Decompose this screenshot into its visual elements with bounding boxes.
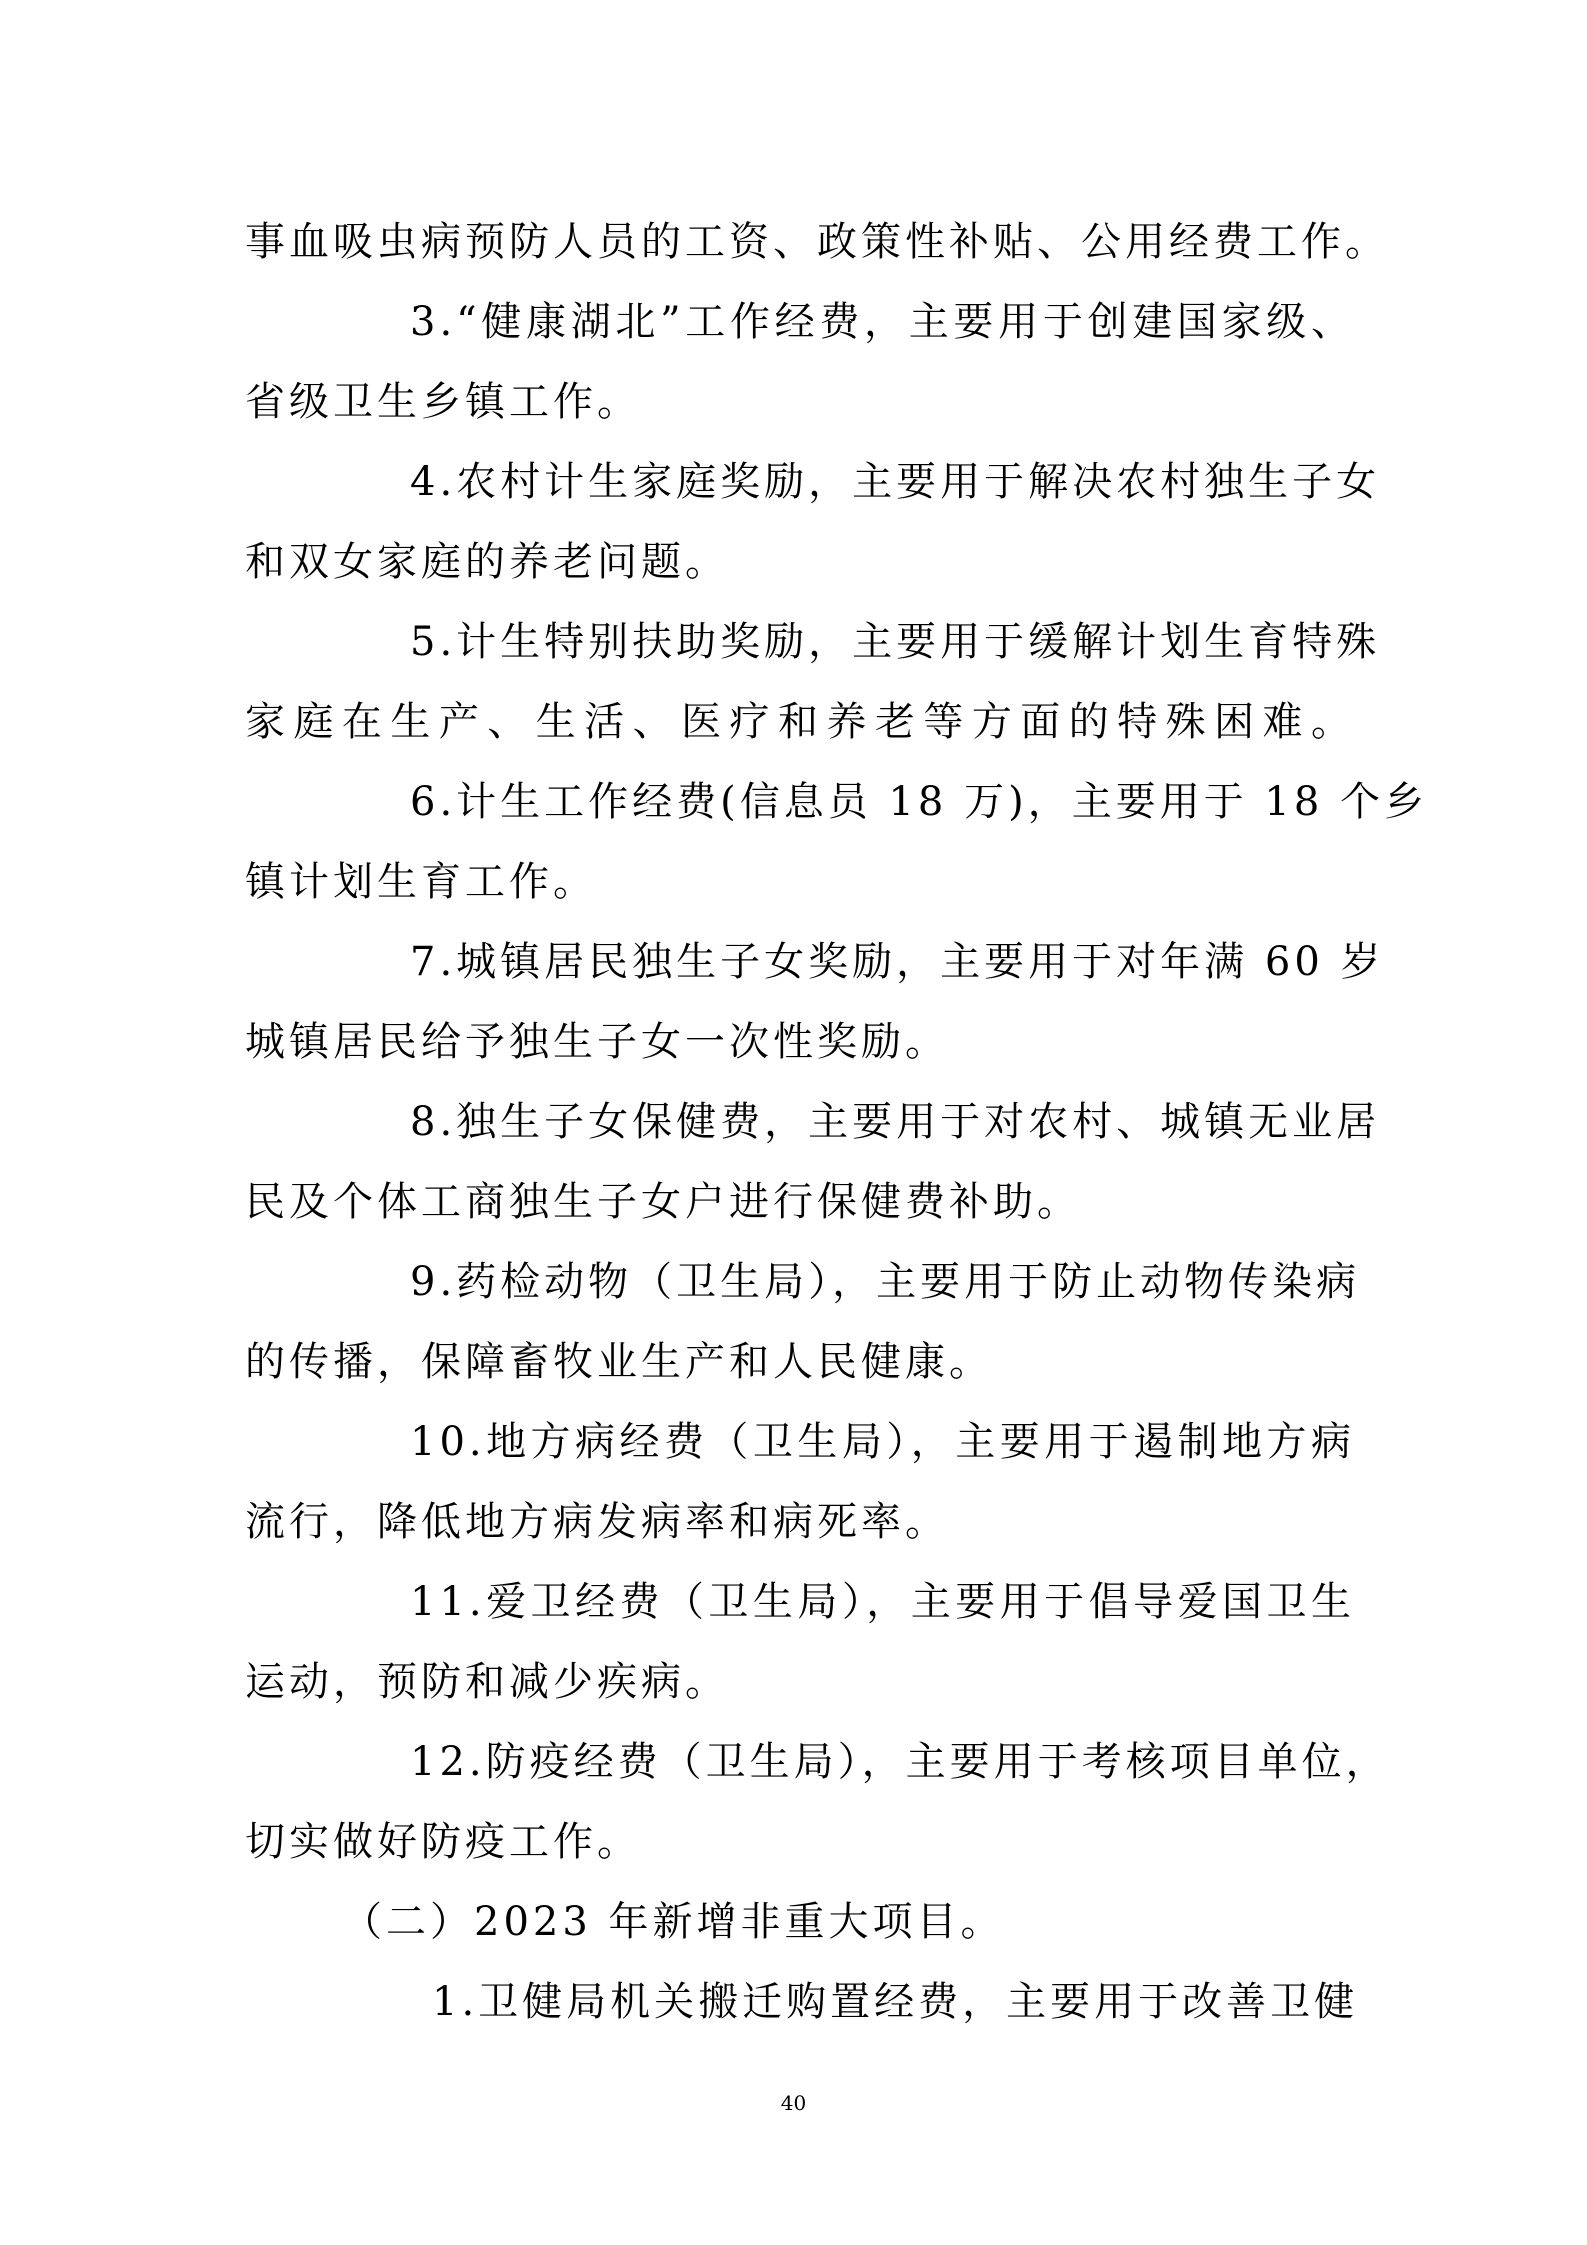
- text-line-20: 12.防疫经费（卫生局），主要用于考核项目单位，: [410, 1739, 1390, 1785]
- text-line-16: 10.地方病经费（卫生局），主要用于遏制地方病: [410, 1419, 1355, 1465]
- text-line-18: 11.爱卫经费（卫生局），主要用于倡导爱国卫生: [410, 1579, 1355, 1625]
- text-line-8: 6.计生工作经费(信息员 18 万)，主要用于 18 个乡: [410, 779, 1429, 825]
- text-line-15: 的传播，保障畜牧业生产和人民健康。: [245, 1339, 993, 1385]
- section-heading: （二）2023 年新增非重大项目。: [342, 1899, 1005, 1945]
- text-line-13: 民及个体工商独生子女户进行保健费补助。: [245, 1179, 1081, 1225]
- text-line-17: 流行，降低地方病发病率和病死率。: [245, 1499, 949, 1545]
- text-line-9: 镇计划生育工作。: [245, 859, 597, 905]
- text-line-12: 8.独生子女保健费，主要用于对农村、城镇无业居: [410, 1099, 1381, 1145]
- text-line-1: 事血吸虫病预防人员的工资、政策性补贴、公用经费工作。: [245, 219, 1389, 265]
- text-line-4: 4.农村计生家庭奖励，主要用于解决农村独生子女: [410, 459, 1381, 505]
- text-line-2: 3.“健康湖北”工作经费，主要用于创建国家级、: [410, 299, 1355, 345]
- page-number: 40: [780, 2091, 807, 2115]
- text-line-7: 家庭在生产、生活、医疗和养老等方面的特殊困难。: [245, 699, 1355, 745]
- text-line-10: 7.城镇居民独生子女奖励，主要用于对年满 60 岁: [410, 939, 1385, 985]
- text-line-6: 5.计生特别扶助奖励，主要用于缓解计划生育特殊: [410, 619, 1381, 665]
- text-line-14: 9.药检动物（卫生局），主要用于防止动物传染病: [410, 1259, 1361, 1305]
- text-line-21: 切实做好防疫工作。: [245, 1819, 641, 1865]
- text-line-23: 1.卫健局机关搬迁购置经费，主要用于改善卫健: [432, 1979, 1359, 2025]
- text-line-3: 省级卫生乡镇工作。: [245, 379, 641, 425]
- text-line-5: 和双女家庭的养老问题。: [245, 539, 729, 585]
- text-line-11: 城镇居民给予独生子女一次性奖励。: [245, 1019, 949, 1065]
- text-line-19: 运动，预防和减少疾病。: [245, 1659, 729, 1705]
